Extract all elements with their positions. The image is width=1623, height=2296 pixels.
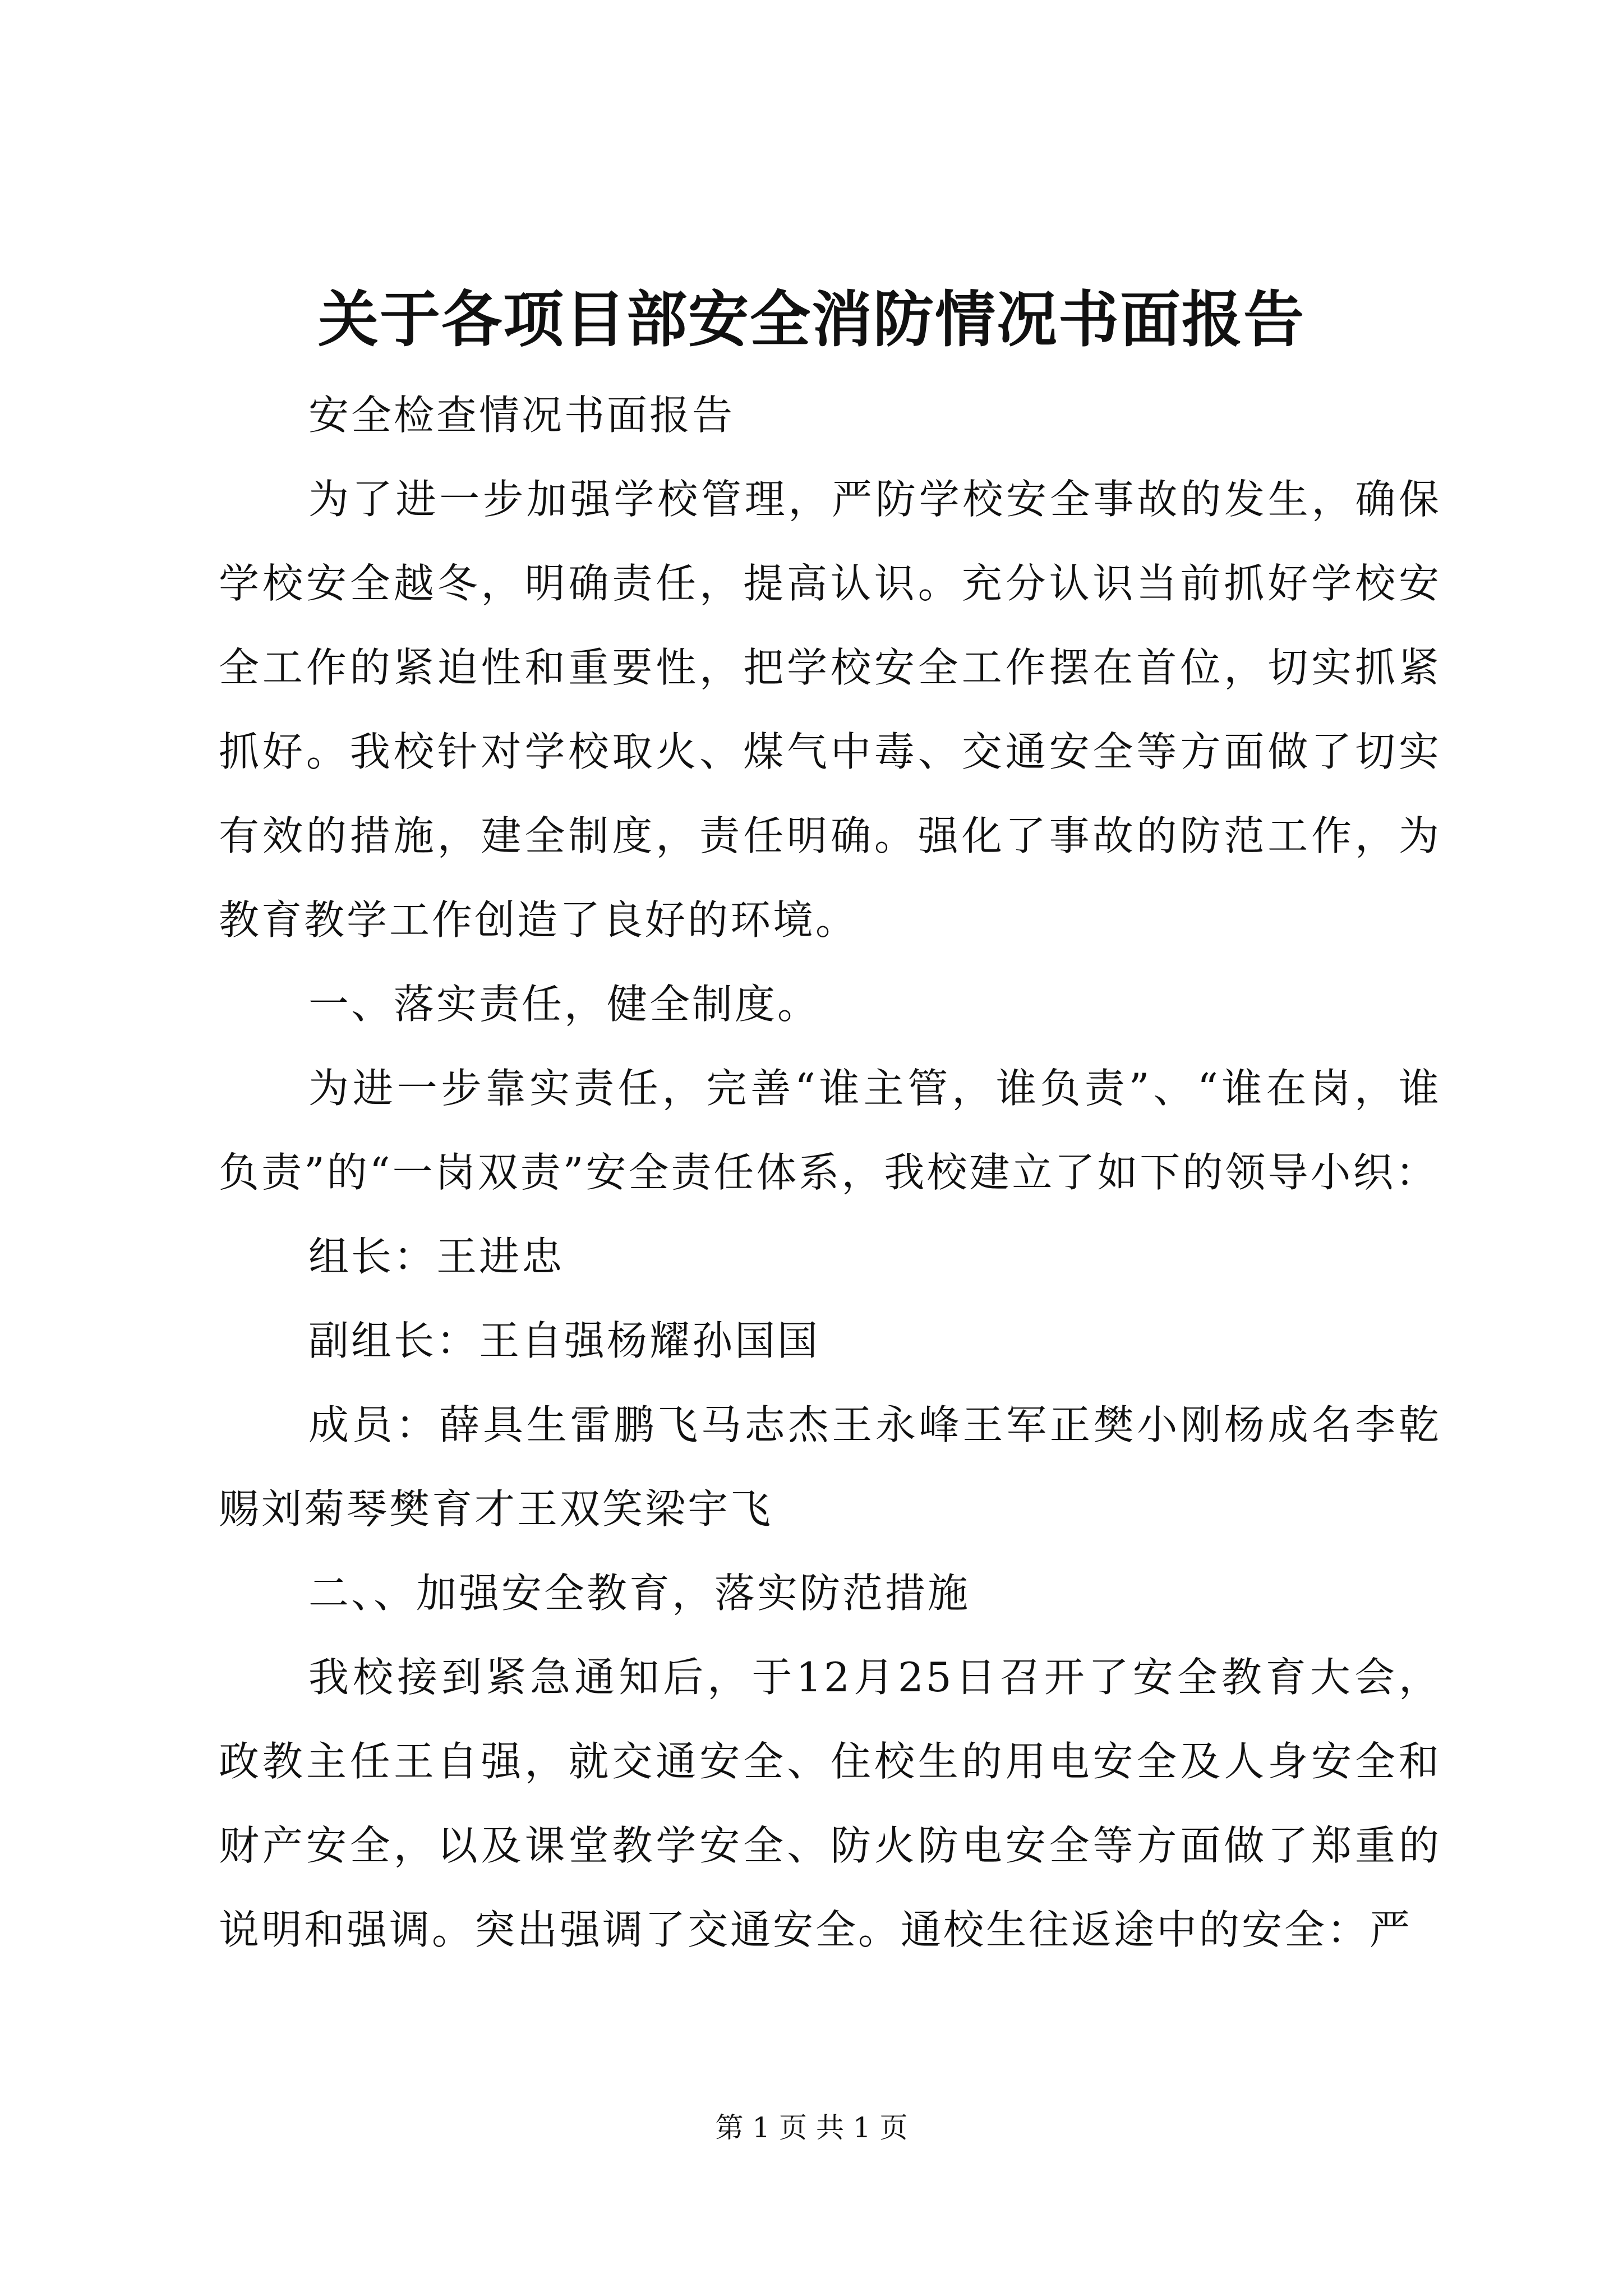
subtitle-paragraph: 安全检查情况书面报告 — [308, 392, 735, 439]
members-paragraph: 成员：薛具生雷鹏飞马志杰王永峰王军正樊小刚杨成名李乾赐刘菊琴樊育才王双笑梁宇飞 — [219, 1401, 1441, 1533]
document-title: 关于各项目部安全消防情况书面报告 — [317, 284, 1305, 355]
document-body — [219, 373, 1441, 1972]
intro-paragraph: 为了进一步加强学校管理，严防学校安全事故的发生，确保学校安全越冬，明确责任，提高认识。充分认识当前抓好学校安全工作的紧迫性和重要性，把学校安全工作摆在首位，切实抓紧抓好。我校针对学校取火、煤气中毒、交通安全等方面做了切实有效的措施，建全制度，责任明确。强化了事故的防范工作，为教育教学工作创造了良好的环境。 — [219, 476, 1441, 944]
leader-line: 组长：王进忠 — [308, 1233, 565, 1280]
page-footer: 第 1 页 共 1 页 — [715, 2111, 908, 2144]
section-heading-1: 一、落实责任，健全制度。 — [308, 981, 820, 1028]
section-heading-2: 二、、加强安全教育，落实防范措施 — [308, 1570, 971, 1617]
deputy-leader-line: 副组长：王自强杨耀孙国国 — [308, 1317, 820, 1364]
education-paragraph: 我校接到紧急通知后，于12月25日召开了安全教育大会，政教主任王自强，就交通安全、住校生的用电安全及人身安全和财产安全，以及课堂教学安全、防火防电安全等方面做了郑重的说明和强调。突出强调了交通安全。通校生往返途中的安全：严 — [219, 1654, 1441, 1953]
responsibility-paragraph: 为进一步靠实责任，完善“谁主管，谁负责”、“谁在岗，谁负责”的“一岗双责”安全责任体系，我校建立了如下的领导小织： — [219, 1065, 1441, 1196]
